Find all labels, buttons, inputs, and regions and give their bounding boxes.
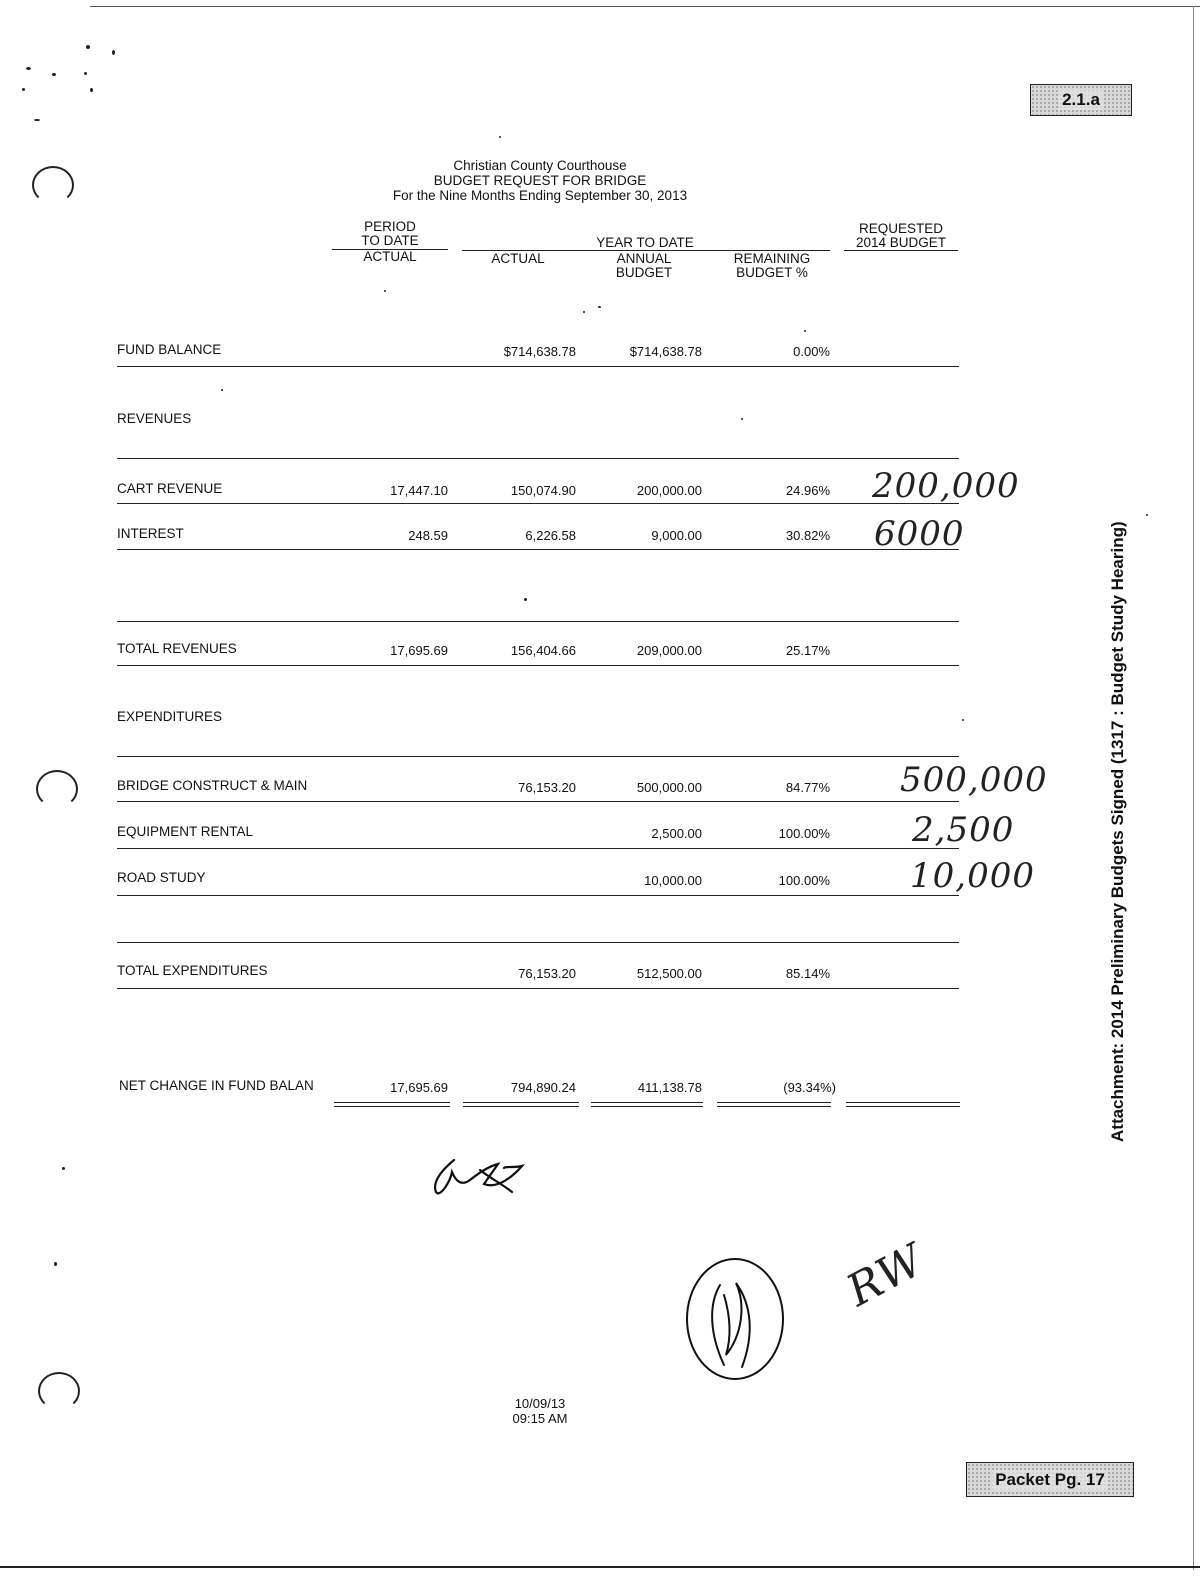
cell-period-actual: 248.59 xyxy=(408,528,448,543)
col-header-period xyxy=(340,220,440,248)
col-header-requested-1: REQUESTED xyxy=(858,221,943,236)
cell-remaining: 0.00% xyxy=(793,344,830,359)
row-label: BRIDGE CONSTRUCT & MAIN xyxy=(117,778,308,793)
cell-period-actual: 17,695.69 xyxy=(390,1080,448,1095)
cell-remaining: 85.14% xyxy=(785,966,830,981)
print-time: 09:15 AM xyxy=(512,1411,568,1426)
cell-requested-handwritten: 10,000 xyxy=(910,856,1035,896)
row-rule xyxy=(117,665,959,666)
print-timestamp xyxy=(490,1396,590,1426)
row-label: TOTAL EXPENDITURES xyxy=(117,963,268,978)
cell-annual-budget: 512,500.00 xyxy=(636,966,702,981)
cell-annual-budget: 500,000.00 xyxy=(636,780,702,795)
row-rule xyxy=(117,458,959,459)
cell-annual-budget: 2,500.00 xyxy=(651,826,702,841)
row-rule xyxy=(117,848,959,849)
row-rule xyxy=(117,503,959,504)
page-edge-top xyxy=(90,6,1200,7)
col-header-ytd-actual: ACTUAL xyxy=(491,251,545,266)
header-line-3: For the Nine Months Ending September 30, 2013 xyxy=(392,188,688,203)
cell-ytd-actual: 150,074.90 xyxy=(510,483,576,498)
cell-annual-budget: 200,000.00 xyxy=(636,483,702,498)
col-header-remaining-2: BUDGET % xyxy=(736,265,808,280)
col-header-annual-2: BUDGET xyxy=(615,265,673,280)
col-header-annual-1: ANNUAL xyxy=(616,251,672,266)
binder-hole-bottom xyxy=(38,1372,80,1410)
cell-requested-handwritten: 6000 xyxy=(874,514,965,554)
row-rule xyxy=(117,756,959,757)
item-code-text: 2.1.a xyxy=(1059,90,1103,110)
cell-ytd-actual: 76,153.20 xyxy=(518,966,576,981)
row-rule xyxy=(117,366,959,367)
cell-annual-budget: 10,000.00 xyxy=(644,873,702,888)
cell-remaining: (93.34%) xyxy=(783,1080,836,1095)
cell-remaining: 30.82% xyxy=(785,528,830,543)
cell-annual-budget: 209,000.00 xyxy=(636,643,702,658)
attachment-label: Attachment: 2014 Preliminary Budgets Signed (1317 : Budget Study Hearing) xyxy=(1108,521,1127,1142)
row-rule xyxy=(117,801,959,802)
row-rule xyxy=(117,549,959,550)
document-header xyxy=(340,158,740,203)
row-label: EQUIPMENT RENTAL xyxy=(117,824,254,839)
cell-ytd-actual: 794,890.24 xyxy=(510,1080,576,1095)
col-header-requested xyxy=(848,222,954,250)
row-label: CART REVENUE xyxy=(117,481,223,496)
cell-requested-handwritten: 2,500 xyxy=(912,810,1015,850)
section-heading-revenues: REVENUES xyxy=(117,411,192,426)
item-code-stamp xyxy=(1030,84,1132,116)
cell-requested-handwritten: 200,000 xyxy=(872,466,1020,506)
binder-hole-top xyxy=(32,166,74,204)
col-header-remaining xyxy=(720,252,824,280)
col-header-ytd: YEAR TO DATE xyxy=(596,235,694,250)
signature-initials-left xyxy=(424,1152,534,1202)
section-heading-expenditures: EXPENDITURES xyxy=(117,709,223,724)
print-date: 10/09/13 xyxy=(514,1396,566,1411)
row-label: INTEREST xyxy=(117,526,184,541)
cell-remaining: 100.00% xyxy=(778,826,830,841)
signature-circled xyxy=(680,1255,790,1385)
cell-annual-budget: $714,638.78 xyxy=(629,344,702,359)
cell-requested-handwritten: 500,000 xyxy=(900,760,1048,800)
row-rule xyxy=(117,621,959,622)
col-header-period-actual: ACTUAL xyxy=(363,249,417,264)
cell-ytd-actual: 156,404.66 xyxy=(510,643,576,658)
row-rule xyxy=(117,895,959,896)
row-rule xyxy=(117,988,959,989)
row-label: FUND BALANCE xyxy=(117,342,222,357)
cell-ytd-actual: 6,226.58 xyxy=(525,528,576,543)
col-header-period-2: TO DATE xyxy=(361,233,419,248)
binder-hole-middle xyxy=(36,770,78,808)
row-rule xyxy=(117,942,959,943)
row-label: ROAD STUDY xyxy=(117,870,206,885)
cell-ytd-actual: 76,153.20 xyxy=(518,780,576,795)
cell-remaining: 84.77% xyxy=(785,780,830,795)
cell-annual-budget: 411,138.78 xyxy=(637,1080,702,1095)
cell-period-actual: 17,447.10 xyxy=(390,483,448,498)
header-line-1: Christian County Courthouse xyxy=(453,158,627,173)
cell-remaining: 25.17% xyxy=(785,643,830,658)
col-header-requested-2: 2014 BUDGET xyxy=(855,235,947,250)
row-label: TOTAL REVENUES xyxy=(117,641,237,656)
packet-page-text: Packet Pg. 17 xyxy=(992,1470,1108,1490)
page-edge-right xyxy=(1193,6,1194,1570)
col-header-requested-rule xyxy=(844,250,958,251)
row-label: NET CHANGE IN FUND BALAN xyxy=(119,1078,314,1093)
cell-remaining: 100.00% xyxy=(778,873,830,888)
cell-remaining: 24.96% xyxy=(785,483,830,498)
page-edge-bottom xyxy=(0,1566,1200,1568)
col-header-annual-budget xyxy=(594,252,694,280)
cell-ytd-actual: $714,638.78 xyxy=(503,344,576,359)
cell-period-actual: 17,695.69 xyxy=(390,643,448,658)
cell-annual-budget: 9,000.00 xyxy=(651,528,702,543)
col-header-remaining-1: REMAINING xyxy=(733,251,811,266)
signature-initials-right: RW xyxy=(838,1234,933,1317)
packet-page-stamp xyxy=(966,1462,1134,1497)
header-line-2: BUDGET REQUEST FOR BRIDGE xyxy=(433,173,647,188)
col-header-period-1: PERIOD xyxy=(364,219,416,234)
